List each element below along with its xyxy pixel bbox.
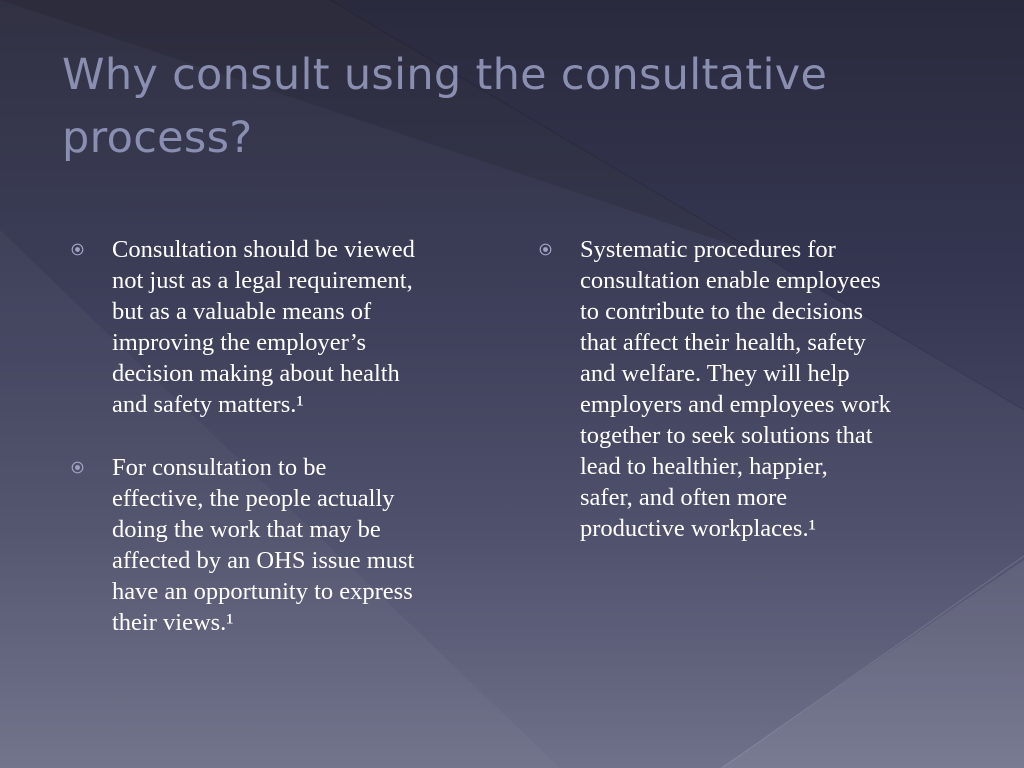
- bullet-text: Systematic procedures for consultation enable employees to contribute to the decisions that affect their health, safety and welfare. They will help employers and employees work together to seek solutions that lead to healthier, happier, safer, and often more productive workplaces.¹: [580, 236, 891, 542]
- list-item: [536, 234, 972, 544]
- bullet-text: For consultation to be effective, the people actually doing the work that may be affected by an OHS issue must have an opportunity to express their views.¹: [112, 454, 415, 636]
- slide-title: Why consult using the consultative process?: [62, 50, 828, 163]
- list-item: [68, 452, 492, 638]
- left-column: [68, 234, 492, 670]
- right-column: [536, 234, 972, 576]
- circled-dot-bullet-icon: [71, 461, 84, 474]
- bullet-text: Consultation should be viewed not just as a legal requirement, but as a valuable means of improving the employer’s decision making about health and safety matters.¹: [112, 236, 415, 418]
- list-item: [68, 234, 492, 420]
- circled-dot-bullet-icon: [71, 243, 84, 256]
- circled-dot-bullet-icon: [539, 243, 552, 256]
